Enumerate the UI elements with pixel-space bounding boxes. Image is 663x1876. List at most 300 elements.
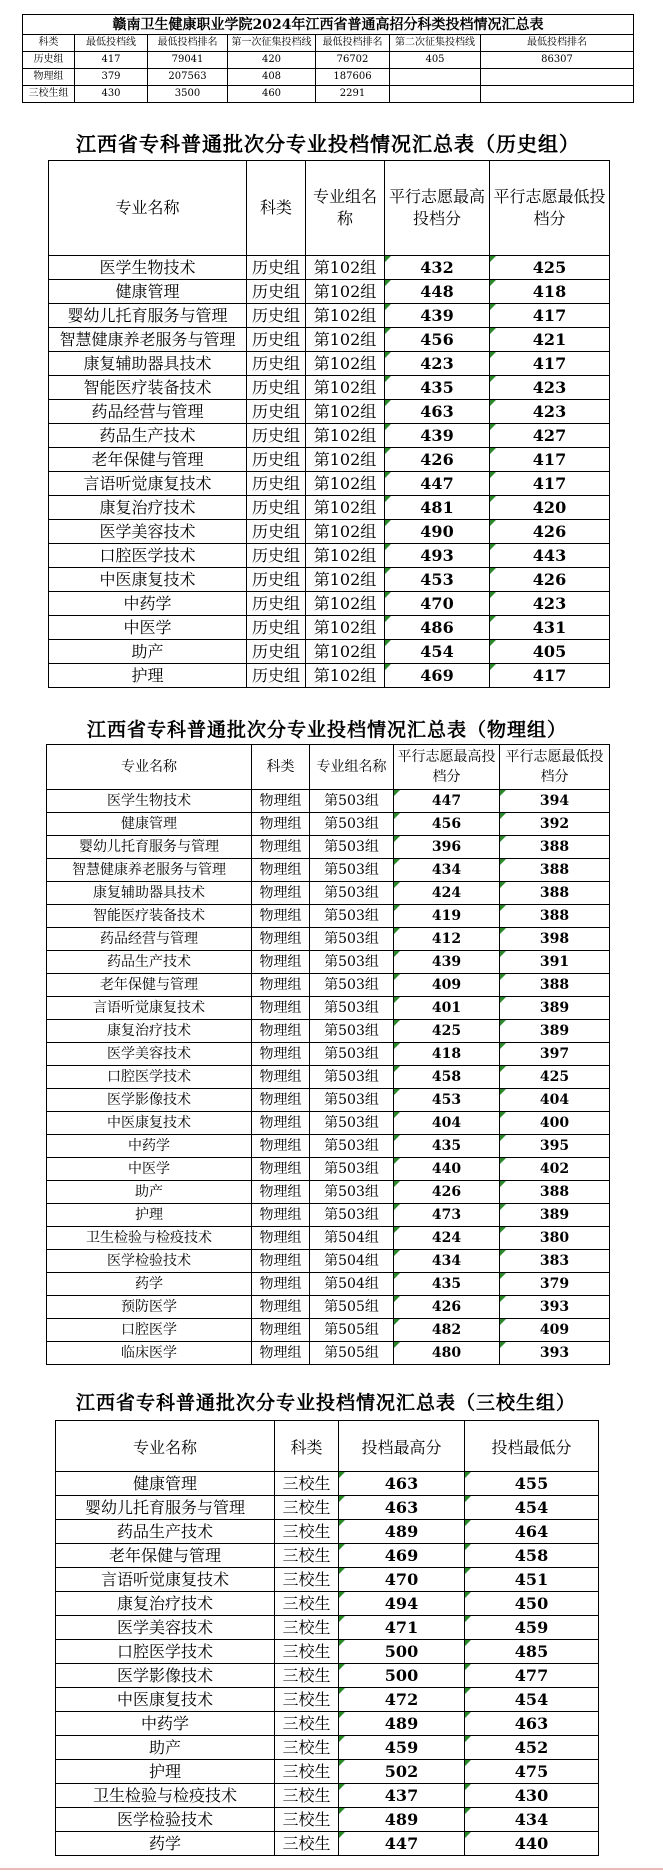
- three-school-table-title: 江西省专科普通批次分专业投档情况汇总表（三校生组）: [75, 1392, 576, 1414]
- table-cell: 453: [385, 568, 490, 592]
- table-cell: 历史组: [247, 664, 306, 688]
- table-cell: 502: [339, 1760, 465, 1784]
- table-cell: 第503组: [310, 905, 394, 928]
- table-row: [49, 544, 610, 568]
- table-row: [47, 1296, 610, 1319]
- table-cell: 口腔医学技术: [56, 1640, 275, 1664]
- table-cell: 中医康复技术: [56, 1688, 275, 1712]
- table-cell: 420: [228, 52, 316, 69]
- table-row: [56, 1640, 599, 1664]
- table-cell: 历史组: [247, 616, 306, 640]
- table-cell: 物理组: [252, 1273, 310, 1296]
- table-cell: 86307: [481, 52, 634, 69]
- table-cell: 426: [490, 520, 610, 544]
- table-cell: 391: [500, 951, 610, 974]
- table-row: [56, 1544, 599, 1568]
- column-header: 平行志愿最高投档分: [394, 745, 500, 790]
- table-cell: 助产: [49, 640, 247, 664]
- table-cell: 第503组: [310, 1043, 394, 1066]
- table-cell: 物理组: [252, 1342, 310, 1365]
- table-cell: 396: [394, 836, 500, 859]
- table-cell: 463: [339, 1472, 465, 1496]
- table-cell: 第503组: [310, 1204, 394, 1227]
- table-row: [49, 568, 610, 592]
- table-cell: 第503组: [310, 790, 394, 813]
- table-cell: 第102组: [306, 640, 385, 664]
- table-cell: 婴幼儿托育服务与管理: [47, 836, 252, 859]
- table-cell: 443: [490, 544, 610, 568]
- table-cell: 第102组: [306, 496, 385, 520]
- table-cell: 418: [394, 1043, 500, 1066]
- table-cell: 187606: [316, 69, 390, 86]
- table-cell: 412: [394, 928, 500, 951]
- table-cell: 第503组: [310, 1089, 394, 1112]
- table-row: [47, 1066, 610, 1089]
- table-cell: 473: [394, 1204, 500, 1227]
- table-row: [47, 859, 610, 882]
- table-cell: 477: [465, 1664, 599, 1688]
- table-cell: 三校生: [275, 1616, 339, 1640]
- table-cell: 481: [385, 496, 490, 520]
- table-cell: 物理组: [252, 1319, 310, 1342]
- table-cell: 388: [500, 859, 610, 882]
- header-row: [49, 161, 610, 256]
- table-cell: 480: [394, 1342, 500, 1365]
- table-cell: 医学影像技术: [56, 1664, 275, 1688]
- table-cell: 459: [465, 1616, 599, 1640]
- table-cell: 历史组: [247, 592, 306, 616]
- three-school-table: [55, 1420, 599, 1856]
- table-cell: 454: [465, 1688, 599, 1712]
- table-cell: 423: [490, 376, 610, 400]
- table-cell: 388: [500, 882, 610, 905]
- table-cell: 426: [394, 1181, 500, 1204]
- table-cell: 424: [394, 1227, 500, 1250]
- table-row: [47, 1250, 610, 1273]
- table-cell: 404: [500, 1089, 610, 1112]
- table-row: [47, 928, 610, 951]
- table-cell: 432: [385, 256, 490, 280]
- table-cell: 三校生: [275, 1688, 339, 1712]
- table-cell: 426: [394, 1296, 500, 1319]
- table-cell: 健康管理: [47, 813, 252, 836]
- table-cell: 物理组: [23, 69, 75, 86]
- table-cell: 458: [465, 1544, 599, 1568]
- table-cell: 物理组: [252, 1135, 310, 1158]
- table-cell: 425: [490, 256, 610, 280]
- table-row: [23, 86, 634, 103]
- table-row: [47, 1020, 610, 1043]
- table-cell: 第102组: [306, 568, 385, 592]
- table-cell: 三校生: [275, 1808, 339, 1832]
- table-cell: 456: [394, 813, 500, 836]
- table-cell: 物理组: [252, 1020, 310, 1043]
- table-cell: 三校生: [275, 1640, 339, 1664]
- table-row: [56, 1592, 599, 1616]
- table-cell: 389: [500, 1204, 610, 1227]
- table-cell: 物理组: [252, 1250, 310, 1273]
- table-cell: 447: [385, 472, 490, 496]
- table-cell: 76702: [316, 52, 390, 69]
- table-cell: 398: [500, 928, 610, 951]
- table-cell: 454: [385, 640, 490, 664]
- table-cell: 434: [394, 859, 500, 882]
- column-header: 最低投档排名: [316, 35, 390, 52]
- table-cell: 口腔医学技术: [49, 544, 247, 568]
- header-row: [23, 35, 634, 52]
- table-cell: 历史组: [247, 352, 306, 376]
- table-cell: 医学美容技术: [47, 1043, 252, 1066]
- table-row: [47, 1319, 610, 1342]
- table-cell: 历史组: [247, 280, 306, 304]
- table-cell: 402: [500, 1158, 610, 1181]
- table-cell: 450: [465, 1592, 599, 1616]
- column-header: 第一次征集投档线: [228, 35, 316, 52]
- table-cell: 历史组: [247, 400, 306, 424]
- table-row: [56, 1664, 599, 1688]
- table-cell: 物理组: [252, 859, 310, 882]
- column-header: 科类: [23, 35, 75, 52]
- table-row: [56, 1520, 599, 1544]
- table-cell: 第102组: [306, 256, 385, 280]
- table-cell: 388: [500, 905, 610, 928]
- history-table-title: 江西省专科普通批次分专业投档情况汇总表（历史组）: [76, 132, 580, 156]
- table-cell: 物理组: [252, 951, 310, 974]
- table-cell: 421: [490, 328, 610, 352]
- table-row: [47, 1043, 610, 1066]
- table-row: [47, 1181, 610, 1204]
- table-cell: 435: [394, 1273, 500, 1296]
- table-cell: 393: [500, 1342, 610, 1365]
- table-cell: 历史组: [247, 448, 306, 472]
- table-cell: 第102组: [306, 664, 385, 688]
- table-cell: 医学生物技术: [47, 790, 252, 813]
- table-row: [49, 472, 610, 496]
- table-cell: 417: [490, 664, 610, 688]
- table-cell: 463: [465, 1712, 599, 1736]
- table-cell: 439: [394, 951, 500, 974]
- table-cell: 老年保健与管理: [47, 974, 252, 997]
- column-header: 投档最低分: [465, 1421, 599, 1472]
- table-cell: 中药学: [56, 1712, 275, 1736]
- table-row: [49, 376, 610, 400]
- table-cell: 物理组: [252, 790, 310, 813]
- table-cell: 3500: [148, 86, 228, 103]
- table-cell: 第503组: [310, 951, 394, 974]
- table-cell: 第503组: [310, 1020, 394, 1043]
- table-cell: 437: [339, 1784, 465, 1808]
- header-row: [47, 745, 610, 790]
- table-cell: 440: [394, 1158, 500, 1181]
- table-cell: 454: [465, 1496, 599, 1520]
- column-header: 专业名称: [49, 161, 247, 256]
- column-header: 专业组名称: [306, 161, 385, 256]
- table-cell: 430: [75, 86, 148, 103]
- table-cell: 420: [490, 496, 610, 520]
- column-header: 最低投档线: [75, 35, 148, 52]
- table-cell: 427: [490, 424, 610, 448]
- table-row: [56, 1832, 599, 1856]
- table-cell: 第102组: [306, 352, 385, 376]
- table-cell: 三校生: [275, 1592, 339, 1616]
- table-cell: 康复辅助器具技术: [49, 352, 247, 376]
- table-cell: 物理组: [252, 1043, 310, 1066]
- table-cell: 护理: [47, 1204, 252, 1227]
- table-row: [47, 1342, 610, 1365]
- table-row: [56, 1688, 599, 1712]
- table-cell: 预防医学: [47, 1296, 252, 1319]
- table-cell: 426: [490, 568, 610, 592]
- table-cell: 489: [339, 1808, 465, 1832]
- table-cell: 79041: [148, 52, 228, 69]
- table-cell: 历史组: [23, 52, 75, 69]
- table-cell: 455: [465, 1472, 599, 1496]
- table-cell: 药学: [47, 1273, 252, 1296]
- table-row: [56, 1784, 599, 1808]
- table-cell: 第505组: [310, 1319, 394, 1342]
- table-cell: 智能医疗装备技术: [49, 376, 247, 400]
- table-cell: 中医康复技术: [47, 1112, 252, 1135]
- table-cell: 485: [465, 1640, 599, 1664]
- table-cell: 口腔医学: [47, 1319, 252, 1342]
- column-header: 科类: [275, 1421, 339, 1472]
- table-cell: 388: [500, 1181, 610, 1204]
- table-cell: 460: [228, 86, 316, 103]
- table-cell: 智能医疗装备技术: [47, 905, 252, 928]
- table-row: [49, 616, 610, 640]
- table-cell: 493: [385, 544, 490, 568]
- table-row: [47, 836, 610, 859]
- table-cell: 医学美容技术: [56, 1616, 275, 1640]
- summary-table: [22, 34, 634, 103]
- table-cell: 药品生产技术: [47, 951, 252, 974]
- table-cell: 助产: [47, 1181, 252, 1204]
- table-cell: 历史组: [247, 544, 306, 568]
- table-cell: 言语听觉康复技术: [49, 472, 247, 496]
- table-cell: 463: [385, 400, 490, 424]
- summary-title: 赣南卫生健康职业学院2024年江西省普通高招分科类投档情况汇总表: [22, 14, 634, 35]
- table-row: [49, 304, 610, 328]
- header-row: [56, 1421, 599, 1472]
- table-cell: 健康管理: [49, 280, 247, 304]
- table-cell: 423: [490, 400, 610, 424]
- table-cell: 389: [500, 1020, 610, 1043]
- table-cell: 中药学: [47, 1135, 252, 1158]
- table-cell: 护理: [56, 1760, 275, 1784]
- table-cell: 489: [339, 1520, 465, 1544]
- table-row: [23, 69, 634, 86]
- table-cell: 383: [500, 1250, 610, 1273]
- table-row: [49, 424, 610, 448]
- table-cell: 历史组: [247, 256, 306, 280]
- table-row: [49, 280, 610, 304]
- table-cell: 三校生: [275, 1472, 339, 1496]
- table-cell: 历史组: [247, 472, 306, 496]
- table-cell: 第102组: [306, 520, 385, 544]
- table-cell: 395: [500, 1135, 610, 1158]
- table-row: [47, 1204, 610, 1227]
- table-cell: 470: [385, 592, 490, 616]
- table-cell: 历史组: [247, 328, 306, 352]
- column-header: 科类: [252, 745, 310, 790]
- table-cell: 三校生: [275, 1664, 339, 1688]
- column-header: 专业组名称: [310, 745, 394, 790]
- table-cell: 三校生: [275, 1784, 339, 1808]
- table-cell: 老年保健与管理: [56, 1544, 275, 1568]
- table-cell: 第102组: [306, 448, 385, 472]
- table-cell: 物理组: [252, 1066, 310, 1089]
- table-cell: 第504组: [310, 1250, 394, 1273]
- table-cell: 物理组: [252, 813, 310, 836]
- table-cell: 472: [339, 1688, 465, 1712]
- table-cell: 394: [500, 790, 610, 813]
- table-cell: 388: [500, 974, 610, 997]
- table-cell: 药学: [56, 1832, 275, 1856]
- table-cell: 第504组: [310, 1227, 394, 1250]
- table-cell: 婴幼儿托育服务与管理: [49, 304, 247, 328]
- table-cell: 药品经营与管理: [49, 400, 247, 424]
- table-cell: 第102组: [306, 280, 385, 304]
- table-cell: [390, 69, 481, 86]
- table-cell: 中医康复技术: [49, 568, 247, 592]
- table-cell: 物理组: [252, 1227, 310, 1250]
- table-cell: 第102组: [306, 472, 385, 496]
- column-header: 最低投档排名: [481, 35, 634, 52]
- table-cell: 409: [394, 974, 500, 997]
- table-cell: 409: [500, 1319, 610, 1342]
- table-cell: 第102组: [306, 400, 385, 424]
- table-cell: 历史组: [247, 520, 306, 544]
- table-cell: 历史组: [247, 640, 306, 664]
- table-cell: 医学检验技术: [56, 1808, 275, 1832]
- table-cell: 417: [490, 448, 610, 472]
- table-row: [47, 1273, 610, 1296]
- table-cell: 第102组: [306, 376, 385, 400]
- table-cell: 老年保健与管理: [49, 448, 247, 472]
- column-header: 平行志愿最低投档分: [490, 161, 610, 256]
- table-cell: 三校生: [275, 1544, 339, 1568]
- table-cell: 400: [500, 1112, 610, 1135]
- table-row: [49, 400, 610, 424]
- table-cell: 中医学: [47, 1158, 252, 1181]
- table-cell: 三校生: [275, 1760, 339, 1784]
- table-cell: 物理组: [252, 882, 310, 905]
- table-cell: 康复治疗技术: [47, 1020, 252, 1043]
- table-cell: 物理组: [252, 1089, 310, 1112]
- table-cell: 447: [394, 790, 500, 813]
- table-row: [47, 951, 610, 974]
- table-cell: 426: [385, 448, 490, 472]
- table-cell: 500: [339, 1664, 465, 1688]
- table-cell: 464: [465, 1520, 599, 1544]
- table-cell: 第503组: [310, 1135, 394, 1158]
- table-cell: 物理组: [252, 1112, 310, 1135]
- table-row: [49, 592, 610, 616]
- table-cell: 三校生: [275, 1736, 339, 1760]
- table-cell: 临床医学: [47, 1342, 252, 1365]
- bottom-divider: [0, 1868, 663, 1870]
- table-cell: 卫生检验与检疫技术: [47, 1227, 252, 1250]
- physics-table: [46, 744, 610, 1365]
- table-cell: 440: [465, 1832, 599, 1856]
- table-cell: 历史组: [247, 304, 306, 328]
- table-cell: 469: [385, 664, 490, 688]
- table-cell: 456: [385, 328, 490, 352]
- table-cell: 453: [394, 1089, 500, 1112]
- table-cell: 500: [339, 1640, 465, 1664]
- table-row: [56, 1736, 599, 1760]
- table-cell: 434: [394, 1250, 500, 1273]
- table-cell: 458: [394, 1066, 500, 1089]
- table-cell: 物理组: [252, 1296, 310, 1319]
- table-row: [56, 1616, 599, 1640]
- table-cell: 物理组: [252, 1181, 310, 1204]
- table-row: [49, 352, 610, 376]
- table-row: [23, 52, 634, 69]
- table-cell: 471: [339, 1616, 465, 1640]
- table-cell: 健康管理: [56, 1472, 275, 1496]
- table-cell: 439: [385, 424, 490, 448]
- table-cell: 三校生: [275, 1712, 339, 1736]
- table-cell: 405: [390, 52, 481, 69]
- table-cell: 历史组: [247, 424, 306, 448]
- table-cell: 药品经营与管理: [47, 928, 252, 951]
- table-cell: 431: [490, 616, 610, 640]
- table-cell: 物理组: [252, 1204, 310, 1227]
- table-cell: 第503组: [310, 1066, 394, 1089]
- table-row: [49, 328, 610, 352]
- table-cell: 417: [490, 304, 610, 328]
- table-row: [47, 813, 610, 836]
- table-cell: 425: [394, 1020, 500, 1043]
- table-cell: 434: [465, 1808, 599, 1832]
- table-row: [47, 1158, 610, 1181]
- table-row: [47, 905, 610, 928]
- physics-table-title: 江西省专科普通批次分专业投档情况汇总表（物理组）: [86, 719, 567, 741]
- table-cell: 医学影像技术: [47, 1089, 252, 1112]
- table-row: [47, 1135, 610, 1158]
- table-cell: 405: [490, 640, 610, 664]
- table-cell: 379: [75, 69, 148, 86]
- table-cell: 康复辅助器具技术: [47, 882, 252, 905]
- table-row: [47, 1089, 610, 1112]
- table-row: [47, 997, 610, 1020]
- table-row: [56, 1808, 599, 1832]
- table-cell: 451: [465, 1568, 599, 1592]
- table-cell: 第102组: [306, 616, 385, 640]
- table-cell: 486: [385, 616, 490, 640]
- column-header: 专业名称: [47, 745, 252, 790]
- table-row: [49, 256, 610, 280]
- table-cell: 417: [490, 472, 610, 496]
- table-cell: 医学检验技术: [47, 1250, 252, 1273]
- table-cell: 护理: [49, 664, 247, 688]
- table-cell: 医学生物技术: [49, 256, 247, 280]
- table-cell: 490: [385, 520, 490, 544]
- table-cell: 435: [385, 376, 490, 400]
- table-cell: [481, 69, 634, 86]
- table-cell: 助产: [56, 1736, 275, 1760]
- table-cell: 婴幼儿托育服务与管理: [56, 1496, 275, 1520]
- table-cell: 言语听觉康复技术: [47, 997, 252, 1020]
- table-cell: 历史组: [247, 496, 306, 520]
- table-cell: 417: [75, 52, 148, 69]
- table-cell: 三校生: [275, 1496, 339, 1520]
- table-cell: 历史组: [247, 376, 306, 400]
- table-cell: 430: [465, 1784, 599, 1808]
- table-cell: 439: [385, 304, 490, 328]
- table-row: [47, 790, 610, 813]
